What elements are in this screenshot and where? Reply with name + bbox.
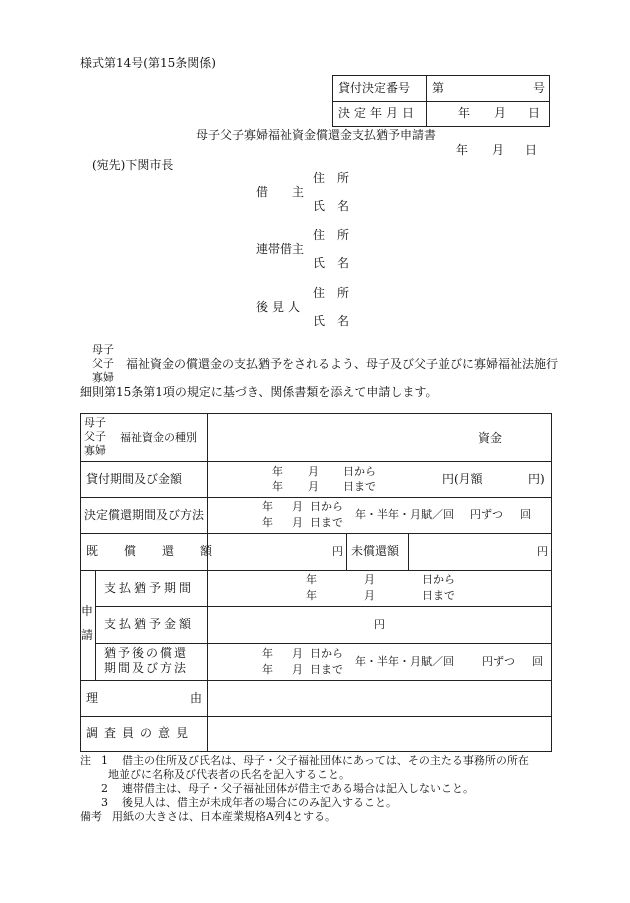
investigator-opinion-field[interactable] (208, 717, 551, 751)
application-year: 年 (456, 143, 469, 157)
deferment-to-day: 日まで (422, 589, 455, 602)
page-title: 母子父子寡婦福祉資金償還金支払猶予申請書 (196, 128, 437, 142)
post-deferment-from-year: 年 (262, 647, 273, 660)
repayment-from-year: 年 (262, 500, 273, 513)
post-deferment-label: 猶予後の償還 期間及び方法 (104, 646, 189, 675)
decision-year: 年 (458, 106, 471, 121)
party-address-label: 住 所 (313, 171, 350, 185)
loan-number-dai: 第 (432, 80, 445, 95)
body-line-1: 福祉資金の償還金の支払猶予をされるよう、母子及び父子並びに寡婦福祉法施行 (126, 357, 559, 371)
loan-period-from-day: 日から (343, 465, 376, 478)
body-fund-stack: 母子 父子 寡婦 (92, 343, 114, 384)
repayment-method[interactable]: 年・半年・月賦／回 (355, 508, 454, 521)
loan-period-from-month: 月 (308, 465, 319, 478)
application-label-2: 請 (81, 628, 94, 642)
remarks-text: 用紙の大きさは、日本産業規格A列4とする。 (112, 810, 336, 823)
loan-period-to-day: 日まで (343, 480, 376, 493)
repaid-amount-label: 既償還額 (86, 544, 239, 559)
fund-type-value[interactable]: 資金 (478, 431, 503, 445)
addressee: (宛先)下関市長 (92, 158, 174, 172)
notes-prefix: 注 (80, 754, 91, 767)
unpaid-amount-yen[interactable]: 円 (537, 544, 548, 558)
note-number: 3 (101, 796, 108, 809)
investigator-opinion-label: 調査員の意見 (86, 726, 195, 741)
post-deferment-to-day: 日まで (310, 663, 343, 676)
body-line-2: 細則第15条第1項の規定に基づき、関係書類を添えて申請します。 (80, 385, 438, 399)
reason-label: 理由 (86, 690, 295, 705)
post-deferment-from-month: 月 (292, 647, 303, 660)
party-label: 借 主 (256, 185, 305, 199)
form-number: 様式第14号(第15条関係) (80, 56, 216, 70)
post-deferment-to-month: 月 (292, 663, 303, 676)
deferment-to-year: 年 (306, 589, 317, 602)
loan-number-label: 貸付決定番号 (338, 80, 411, 95)
note-number: 1 (101, 754, 108, 767)
remarks-prefix: 備考 (80, 810, 102, 823)
repayment-to-month: 月 (292, 516, 303, 529)
note-number: 2 (101, 782, 108, 795)
party-address-label: 住 所 (313, 286, 350, 300)
post-deferment-each: 円ずつ (482, 655, 515, 668)
loan-number-go: 号 (533, 80, 546, 95)
reason-field[interactable] (208, 681, 551, 716)
post-deferment-to-year: 年 (262, 663, 273, 676)
deferment-amount-yen[interactable]: 円 (374, 617, 385, 631)
deferment-period-label: 支払猶予期間 (104, 580, 195, 595)
party-label: 連帯借主 (256, 242, 305, 256)
deferment-from-day: 日から (422, 573, 455, 586)
repayment-plan-label: 決定償還期間及び方法 (84, 507, 205, 522)
repaid-amount-yen[interactable]: 円 (332, 544, 343, 558)
loan-amount-close: 円) (528, 472, 545, 486)
post-deferment-from-day: 日から (310, 647, 343, 660)
party-label: 後見人 (256, 300, 305, 314)
fund-type-stack: 母子 父子 寡婦 (84, 416, 106, 457)
repayment-kai: 回 (520, 508, 531, 521)
fund-type-label: 福祉資金の種別 (120, 431, 197, 444)
deferment-to-month: 月 (364, 589, 375, 602)
unpaid-amount-label: 未償還額 (351, 544, 400, 559)
application-label-1: 申 (81, 604, 94, 618)
repayment-from-month: 月 (292, 500, 303, 513)
loan-period-label: 貸付期間及び金額 (86, 471, 183, 486)
loan-amount-yen[interactable]: 円(月額 (442, 472, 483, 486)
decision-month: 月 (494, 106, 507, 121)
party-name-label: 氏 名 (313, 314, 350, 328)
loan-period-from-year: 年 (272, 465, 283, 478)
deferment-from-year: 年 (306, 573, 317, 586)
party-name-label: 氏 名 (313, 256, 350, 270)
note-text: 連帯借主は、母子・父子福祉団体が借主である場合は記入しないこと。 (122, 782, 474, 795)
application-month: 月 (492, 143, 505, 157)
repayment-to-day: 日まで (310, 516, 343, 529)
post-deferment-kai: 回 (532, 655, 543, 668)
party-name-label: 氏 名 (313, 199, 350, 213)
application-day: 日 (525, 143, 538, 157)
deferment-from-month: 月 (364, 573, 375, 586)
party-address-label: 住 所 (313, 228, 350, 242)
note-text: 借主の住所及び氏名は、母子・父子福祉団体にあっては、その主たる事務所の所在 (122, 754, 529, 767)
deferment-amount-label: 支払猶予金額 (104, 617, 195, 632)
loan-period-to-year: 年 (272, 480, 283, 493)
decision-day: 日 (528, 106, 541, 121)
post-deferment-method[interactable]: 年・半年・月賦／回 (355, 655, 454, 668)
loan-period-to-month: 月 (308, 480, 319, 493)
decision-date-label: 決定年月日 (338, 106, 419, 121)
note-text: 後見人は、借主が未成年者の場合にのみ記入すること。 (122, 796, 397, 809)
repayment-to-year: 年 (262, 516, 273, 529)
note-text-cont: 地並びに名称及び代表者の氏名を記入すること。 (108, 768, 350, 781)
repayment-each: 円ずつ (470, 508, 503, 521)
repayment-from-day: 日から (310, 500, 343, 513)
